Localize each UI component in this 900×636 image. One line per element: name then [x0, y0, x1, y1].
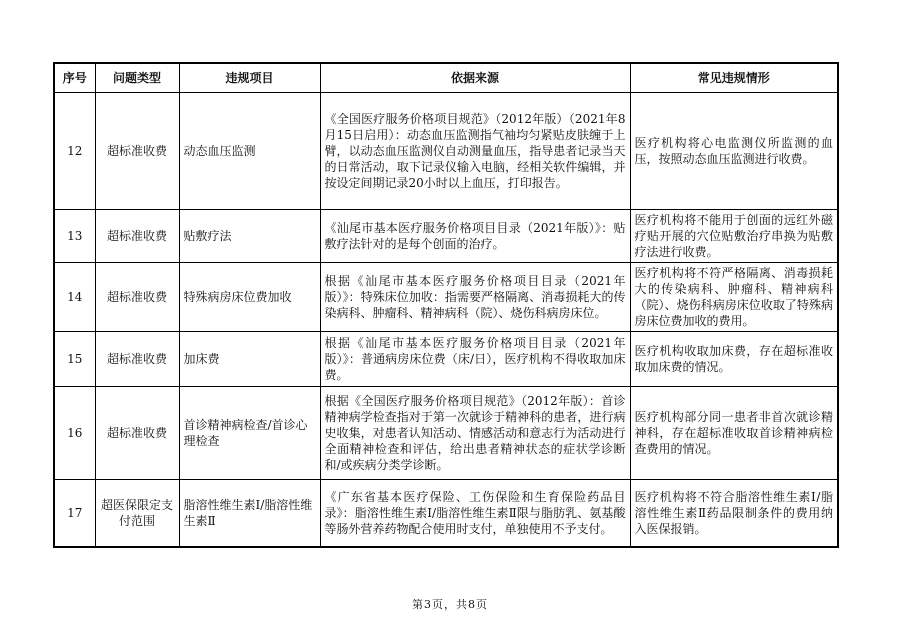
- table-row: [54, 92, 838, 209]
- problem-type: 超标准收费: [95, 386, 179, 479]
- problem-type: 超标准收费: [95, 331, 179, 386]
- common-violation: 医疗机构部分同一患者非首次就诊精神科，存在超标准收取首诊精神病检查费用的情况。: [630, 386, 838, 479]
- common-violation: 医疗机构将心电监测仪所监测的血压，按照动态血压监测进行收费。: [630, 92, 838, 209]
- common-violation: 医疗机构将不符严格隔离、消毒损耗大的传染病科、肿瘤科、精神病科（院）、烧伤科病房床位收取了特殊病房床位费加收的费用。: [630, 262, 838, 331]
- table-row: [54, 262, 838, 331]
- basis-source: 《全国医疗服务价格项目规范》（2012年版）（2021年8月15日启用）：动态血压监测指气袖均匀紧贴皮肤缠于上臂，以动态血压监测仪自动测量血压，指导患者记录当天的日常活动，取下记录仪输入电脑，经相关软件编辑，并按设定间期记录20小时以上血压，打印报告。: [320, 92, 630, 209]
- violation-item: 特殊病房床位费加收: [179, 262, 320, 331]
- common-violation: 医疗机构将不符合脂溶性维生素Ⅰ/脂溶性维生素Ⅱ药品限制条件的费用纳入医保报销。: [630, 479, 838, 547]
- header-cell-number: 序号: [54, 63, 95, 92]
- table-header-row: [54, 63, 838, 92]
- table-row: [54, 479, 838, 547]
- table-row: [54, 331, 838, 386]
- violations-table: [53, 62, 839, 548]
- basis-source: 《汕尾市基本医疗服务价格项目目录（2021年版）》：贴敷疗法针对的是每个创面的治疗。: [320, 209, 630, 262]
- violation-item: 首诊精神病检查/首诊心理检查: [179, 386, 320, 479]
- header-cell-type: 问题类型: [95, 63, 179, 92]
- header-cell-violation: 常见违规情形: [630, 63, 838, 92]
- row-number: 16: [54, 386, 95, 479]
- violation-item: 动态血压监测: [179, 92, 320, 209]
- table-row: [54, 386, 838, 479]
- common-violation: 医疗机构收取加床费，存在超标准收取加床费的情况。: [630, 331, 838, 386]
- problem-type: 超标准收费: [95, 92, 179, 209]
- basis-source: 根据《汕尾市基本医疗服务价格项目目录（2021年版）》：特殊床位加收：指需要严格隔离、消毒损耗大的传染病科、肿瘤科、精神病科（院）、烧伤科病房床位。: [320, 262, 630, 331]
- problem-type: 超标准收费: [95, 262, 179, 331]
- violation-item: 脂溶性维生素Ⅰ/脂溶性维生素Ⅱ: [179, 479, 320, 547]
- basis-source: 根据《汕尾市基本医疗服务价格项目目录（2021年版）》：普通病房床位费（床/日），医疗机构不得收取加床费。: [320, 331, 630, 386]
- header-cell-item: 违规项目: [179, 63, 320, 92]
- header-cell-source: 依据来源: [320, 63, 630, 92]
- table-row: [54, 209, 838, 262]
- row-number: 17: [54, 479, 95, 547]
- row-number: 13: [54, 209, 95, 262]
- problem-type: 超医保限定支付范围: [95, 479, 179, 547]
- row-number: 14: [54, 262, 95, 331]
- violation-item: 加床费: [179, 331, 320, 386]
- row-number: 12: [54, 92, 95, 209]
- row-number: 15: [54, 331, 95, 386]
- problem-type: 超标准收费: [95, 209, 179, 262]
- basis-source: 根据《全国医疗服务价格项目规范》（2012年版）：首诊精神病学检查指对于第一次就诊于精神科的患者，进行病史收集，对患者认知活动、情感活动和意志行为活动进行全面精神检查和评估，给出患者精神状态的症状学诊断和/或疾病分类学诊断。: [320, 386, 630, 479]
- violation-item: 贴敷疗法: [179, 209, 320, 262]
- basis-source: 《广东省基本医疗保险、工伤保险和生育保险药品目录》：脂溶性维生素Ⅰ/脂溶性维生素Ⅱ限与脂肪乳、氨基酸等肠外营养药物配合使用时支付，单独使用不予支付。: [320, 479, 630, 547]
- page-number-footer: 第3页，共8页: [412, 598, 488, 611]
- common-violation: 医疗机构将不能用于创面的远红外磁疗贴开展的穴位贴敷治疗串换为贴敷疗法进行收费。: [630, 209, 838, 262]
